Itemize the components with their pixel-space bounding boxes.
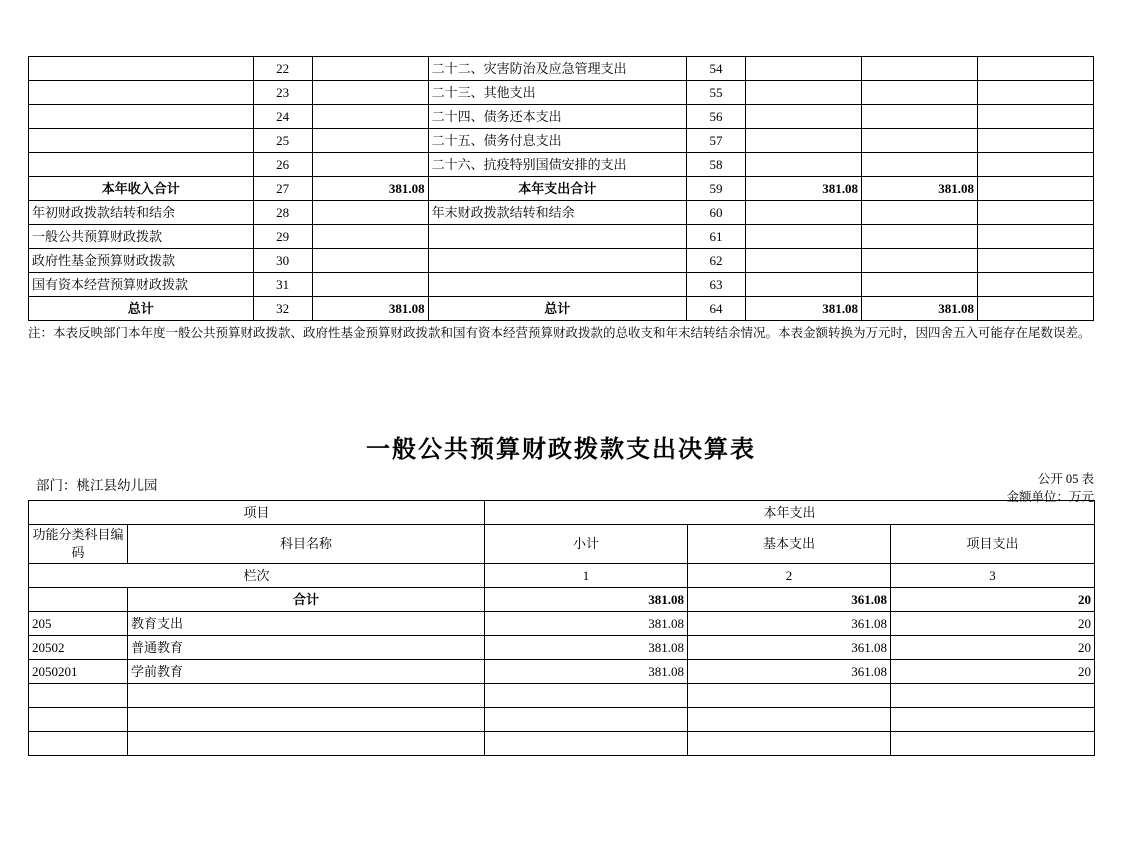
department-line: 部门：桃江县幼儿园 xyxy=(36,478,158,493)
row-project: 20 xyxy=(891,612,1095,636)
row-code: 205 xyxy=(29,612,128,636)
table-row-total-income xyxy=(29,177,1094,201)
row-right-label: 二十二、灾害防治及应急管理支出 xyxy=(428,57,686,81)
row-subtotal xyxy=(485,708,688,732)
row-c3 xyxy=(977,81,1093,105)
row-c2 xyxy=(861,201,977,225)
table-row xyxy=(29,129,1094,153)
row-basic xyxy=(688,708,891,732)
row-left-label xyxy=(29,57,254,81)
row-c2 xyxy=(861,225,977,249)
row-project xyxy=(891,684,1095,708)
row-basic: 361.08 xyxy=(688,636,891,660)
row-project xyxy=(891,708,1095,732)
row-left-label: 总计 xyxy=(29,297,254,321)
header-col-code: 功能分类科目编码 xyxy=(29,525,128,564)
header-year-expense-group: 本年支出 xyxy=(485,501,1095,525)
budget-allocation-table-continued xyxy=(28,56,1094,321)
row-right-label xyxy=(428,273,686,297)
row-c3 xyxy=(977,153,1093,177)
table-row-grand-total xyxy=(29,297,1094,321)
table-row xyxy=(29,225,1094,249)
row-code: 20502 xyxy=(29,636,128,660)
header-group-row xyxy=(29,501,1095,525)
row-right-label: 本年支出合计 xyxy=(428,177,686,201)
row-project: 20 xyxy=(891,636,1095,660)
table-row xyxy=(29,636,1095,660)
row-name: 教育支出 xyxy=(128,612,485,636)
row-left-label: 一般公共预算财政拨款 xyxy=(29,225,254,249)
row-left-amount xyxy=(312,81,428,105)
row-c2 xyxy=(861,273,977,297)
row-c1 xyxy=(746,153,862,177)
row-c2 xyxy=(861,57,977,81)
row-left-label xyxy=(29,105,254,129)
form-number: 公开 05 表 xyxy=(1037,472,1094,486)
row-name: 合计 xyxy=(128,588,485,612)
amount-unit: 金额单位：万元 xyxy=(1006,490,1094,504)
header-col-subtotal: 小计 xyxy=(485,525,688,564)
table-row xyxy=(29,660,1095,684)
row-left-no: 26 xyxy=(253,153,312,177)
row-c3 xyxy=(977,273,1093,297)
row-code xyxy=(29,684,128,708)
row-c1 xyxy=(746,81,862,105)
row-name: 普通教育 xyxy=(128,636,485,660)
rank-2: 2 xyxy=(688,564,891,588)
row-c3 xyxy=(977,57,1093,81)
row-right-no: 57 xyxy=(686,129,745,153)
row-right-label: 二十三、其他支出 xyxy=(428,81,686,105)
row-project xyxy=(891,732,1095,756)
table-row xyxy=(29,708,1095,732)
row-left-no: 23 xyxy=(253,81,312,105)
row-c1 xyxy=(746,105,862,129)
general-budget-expenditure-table xyxy=(28,500,1095,756)
row-basic xyxy=(688,684,891,708)
row-c3 xyxy=(977,249,1093,273)
row-c2 xyxy=(861,249,977,273)
row-basic xyxy=(688,732,891,756)
row-project: 20 xyxy=(891,660,1095,684)
row-right-no: 61 xyxy=(686,225,745,249)
header-rank-row xyxy=(29,564,1095,588)
row-subtotal xyxy=(485,684,688,708)
table-row xyxy=(29,732,1095,756)
row-right-label: 二十四、债务还本支出 xyxy=(428,105,686,129)
row-subtotal: 381.08 xyxy=(485,636,688,660)
row-left-no: 24 xyxy=(253,105,312,129)
table-row-total xyxy=(29,588,1095,612)
row-left-no: 31 xyxy=(253,273,312,297)
row-left-label xyxy=(29,129,254,153)
row-name: 学前教育 xyxy=(128,660,485,684)
row-left-no: 32 xyxy=(253,297,312,321)
row-c2: 381.08 xyxy=(861,297,977,321)
header-col-basic: 基本支出 xyxy=(688,525,891,564)
row-c1 xyxy=(746,273,862,297)
row-c1: 381.08 xyxy=(746,297,862,321)
row-code xyxy=(29,732,128,756)
row-c1 xyxy=(746,129,862,153)
row-subtotal: 381.08 xyxy=(485,588,688,612)
rank-3: 3 xyxy=(891,564,1095,588)
row-left-amount xyxy=(312,201,428,225)
row-left-amount xyxy=(312,129,428,153)
row-name xyxy=(128,708,485,732)
row-basic: 361.08 xyxy=(688,612,891,636)
row-subtotal: 381.08 xyxy=(485,660,688,684)
row-c2 xyxy=(861,153,977,177)
row-code xyxy=(29,708,128,732)
row-code: 2050201 xyxy=(29,660,128,684)
row-left-amount xyxy=(312,273,428,297)
row-left-no: 29 xyxy=(253,225,312,249)
row-right-label: 总计 xyxy=(428,297,686,321)
row-right-no: 58 xyxy=(686,153,745,177)
row-left-no: 30 xyxy=(253,249,312,273)
row-left-amount xyxy=(312,249,428,273)
header-project-group: 项目 xyxy=(29,501,485,525)
document-page xyxy=(0,56,1122,849)
table-row xyxy=(29,273,1094,297)
row-c2 xyxy=(861,105,977,129)
row-right-label xyxy=(428,249,686,273)
row-left-no: 27 xyxy=(253,177,312,201)
row-subtotal xyxy=(485,732,688,756)
rank-1: 1 xyxy=(485,564,688,588)
rank-label: 栏次 xyxy=(29,564,485,588)
row-left-label xyxy=(29,81,254,105)
row-right-label: 二十五、债务付息支出 xyxy=(428,129,686,153)
row-right-no: 54 xyxy=(686,57,745,81)
row-left-no: 28 xyxy=(253,201,312,225)
row-left-no: 25 xyxy=(253,129,312,153)
table-note: 注：本表反映部门本年度一般公共预算财政拨款、政府性基金预算财政拨款和国有资本经营预算财政拨款的总收支和年末结转结余情况。本表金额转换为万元时，因四舍五入可能存在尾数误差。 xyxy=(28,326,1091,340)
row-c3 xyxy=(977,129,1093,153)
row-project: 20 xyxy=(891,588,1095,612)
table-row xyxy=(29,201,1094,225)
budget-allocation-rows xyxy=(29,57,1094,321)
header-col-project: 项目支出 xyxy=(891,525,1095,564)
header-column-row xyxy=(29,525,1095,564)
row-c3 xyxy=(977,105,1093,129)
table-row xyxy=(29,684,1095,708)
row-code xyxy=(29,588,128,612)
row-c2 xyxy=(861,129,977,153)
row-right-label: 年末财政拨款结转和结余 xyxy=(428,201,686,225)
table-row xyxy=(29,105,1094,129)
row-right-label xyxy=(428,225,686,249)
row-right-no: 59 xyxy=(686,177,745,201)
row-left-label: 本年收入合计 xyxy=(29,177,254,201)
table-row xyxy=(29,249,1094,273)
row-right-no: 60 xyxy=(686,201,745,225)
row-c3 xyxy=(977,177,1093,201)
row-c3 xyxy=(977,225,1093,249)
row-left-amount xyxy=(312,153,428,177)
row-left-label xyxy=(29,153,254,177)
row-right-no: 64 xyxy=(686,297,745,321)
row-basic: 361.08 xyxy=(688,588,891,612)
row-left-label: 政府性基金预算财政拨款 xyxy=(29,249,254,273)
row-basic: 361.08 xyxy=(688,660,891,684)
row-right-no: 62 xyxy=(686,249,745,273)
row-c1 xyxy=(746,201,862,225)
row-c1 xyxy=(746,225,862,249)
row-name xyxy=(128,684,485,708)
row-c1 xyxy=(746,249,862,273)
row-c2 xyxy=(861,81,977,105)
row-left-amount: 381.08 xyxy=(312,177,428,201)
table-row xyxy=(29,57,1094,81)
row-left-label: 年初财政拨款结转和结余 xyxy=(29,201,254,225)
row-name xyxy=(128,732,485,756)
row-c1 xyxy=(746,57,862,81)
page-title: 一般公共预算财政拨款支出决算表 xyxy=(366,437,756,463)
row-left-amount xyxy=(312,57,428,81)
header-col-name: 科目名称 xyxy=(128,525,485,564)
row-right-no: 63 xyxy=(686,273,745,297)
row-left-amount: 381.08 xyxy=(312,297,428,321)
row-c3 xyxy=(977,201,1093,225)
row-left-label: 国有资本经营预算财政拨款 xyxy=(29,273,254,297)
row-c3 xyxy=(977,297,1093,321)
row-right-label: 二十六、抗疫特别国债安排的支出 xyxy=(428,153,686,177)
table-row xyxy=(29,153,1094,177)
row-right-no: 55 xyxy=(686,81,745,105)
table-row xyxy=(29,81,1094,105)
table-row xyxy=(29,612,1095,636)
row-c1: 381.08 xyxy=(746,177,862,201)
row-left-amount xyxy=(312,225,428,249)
row-left-amount xyxy=(312,105,428,129)
row-right-no: 56 xyxy=(686,105,745,129)
row-left-no: 22 xyxy=(253,57,312,81)
row-c2: 381.08 xyxy=(861,177,977,201)
row-subtotal: 381.08 xyxy=(485,612,688,636)
